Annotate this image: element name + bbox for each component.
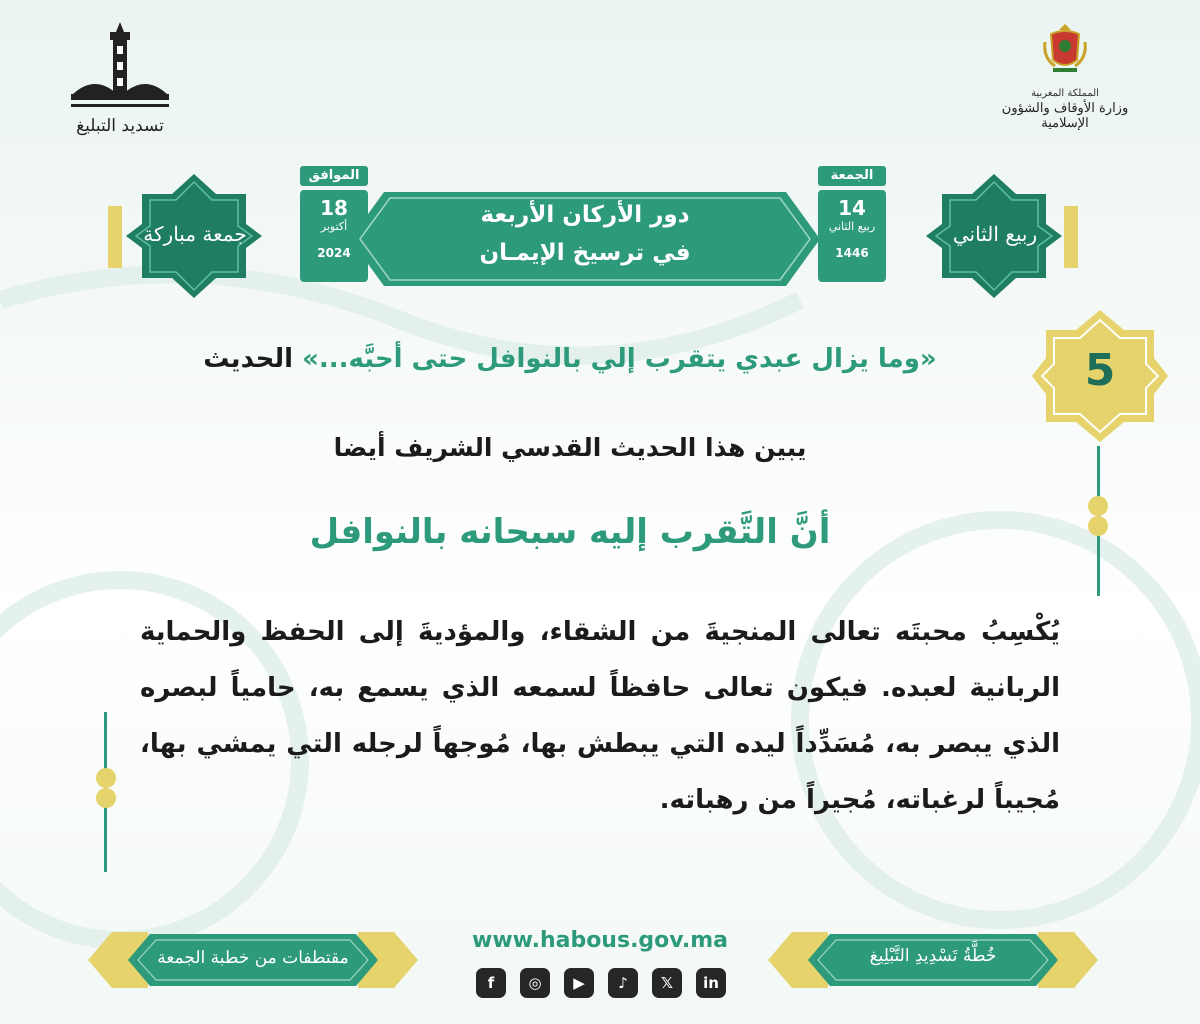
left-gold-dot-bottom <box>96 788 116 808</box>
left-footer-badge-text: مقتطفات من خطبة الجمعة <box>157 948 349 968</box>
gregorian-day: 18 <box>320 196 348 220</box>
youtube-icon[interactable]: ▶ <box>564 968 594 998</box>
right-gold-dot-bottom <box>1088 516 1108 536</box>
left-gold-bar <box>108 206 122 268</box>
hadith-quote: «وما يزال عبدي يتقرب إلي بالنوافل حتى أحبَّه...» <box>302 344 937 374</box>
tasdid-tabligh-logo <box>60 22 180 142</box>
hijri-date-box <box>818 190 886 282</box>
title-line2: في ترسيخ الإيمـان <box>479 240 691 266</box>
gregorian-tag: الموافق <box>300 166 368 186</box>
right-gold-dot-top <box>1088 496 1108 516</box>
linkedin-icon[interactable]: in <box>696 968 726 998</box>
website-link[interactable]: www.habous.gov.ma <box>472 928 728 953</box>
hijri-tag: الجمعة <box>818 166 886 186</box>
left-logo-text: تسديد التبليغ <box>76 116 164 136</box>
highlight-line: أنَّ التَّقرب إليه سبحانه بالنوافل <box>309 512 831 552</box>
ministry-label: وزارة الأوقاف والشؤون الإسلامية <box>1001 101 1129 131</box>
body-paragraph: يُكْسِبُ محبتَه تعالى المنجيةَ من الشقاء، والمؤديةَ إلى الحفظ والحماية الربانية لعبده. فيكون تعالى حافظاً لسمعه الذي يسمع به، حامياً لبصره الذي يبصر به، مُسَدِّداً ليده التي يبطش بها، مُوجهاً لرجله التي يمشي بها، مُجيباً لرغباته، مُجيراً من رهباته. <box>140 617 1060 815</box>
kingdom-label: المملكة المغربية <box>1031 88 1099 99</box>
hadith-quote-line <box>110 344 1030 374</box>
hijri-month: ربيع الثاني <box>828 220 876 233</box>
facebook-icon[interactable]: f <box>476 968 506 998</box>
hijri-day: 14 <box>838 196 866 220</box>
right-emblem-text: ربيع الثاني <box>952 222 1038 246</box>
royal-emblem-icon <box>1041 22 1089 74</box>
slide-number: 5 <box>1084 345 1116 396</box>
social-links <box>476 968 726 998</box>
title-text <box>380 196 790 282</box>
title-line1: دور الأركان الأربعة <box>480 202 690 228</box>
intro-line: يبين هذا الحديث القدسي الشريف أيضا <box>333 433 807 462</box>
right-gold-bar <box>1064 206 1078 268</box>
hadith-label: الحديث <box>203 344 303 374</box>
instagram-icon[interactable]: ◎ <box>520 968 550 998</box>
ministry-logo <box>980 22 1150 131</box>
x-icon[interactable]: 𝕏 <box>652 968 682 998</box>
right-footer-badge-text: خُطَّةُ تَسْدِيدِ التَّبْلِيغ <box>869 946 997 966</box>
hijri-year: 1446 <box>835 246 869 260</box>
gregorian-year: 2024 <box>317 246 351 260</box>
mosque-icon <box>65 22 175 114</box>
gregorian-month: أكتوبر <box>320 220 348 233</box>
left-gold-dot-top <box>96 768 116 788</box>
tiktok-icon[interactable]: ♪ <box>608 968 638 998</box>
left-emblem-text: جمعة مباركة <box>143 222 247 246</box>
